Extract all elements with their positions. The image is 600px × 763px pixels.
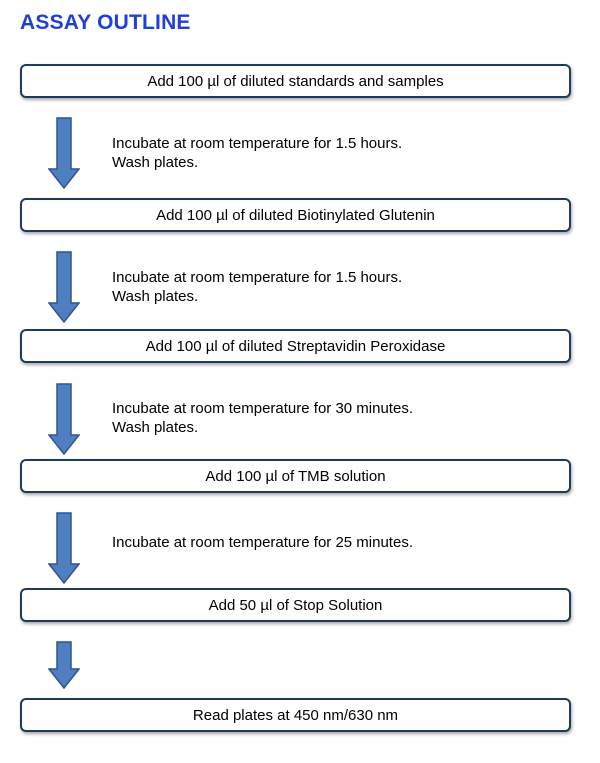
- instruction-3: [112, 399, 413, 437]
- instruction-line: Wash plates.: [112, 154, 199, 171]
- step-box-6: Read plates at 450 nm/630 nm: [20, 698, 571, 732]
- instruction-4: [112, 533, 413, 552]
- page-title: ASSAY OUTLINE: [20, 11, 191, 34]
- step-box-2: Add 100 µl of diluted Biotinylated Glutenin: [20, 198, 571, 232]
- instruction-line: Incubate at room temperature for 1.5 hours.: [112, 135, 403, 152]
- instruction-line: Incubate at room temperature for 25 minutes.: [112, 534, 413, 551]
- step-box-5: Add 50 µl of Stop Solution: [20, 588, 571, 622]
- down-arrow-icon: [48, 117, 80, 189]
- instruction-2: [112, 268, 402, 306]
- step-box-4: Add 100 µl of TMB solution: [20, 459, 571, 493]
- instruction-line: Incubate at room temperature for 1.5 hours.: [112, 269, 403, 286]
- instruction-line: Wash plates.: [112, 288, 199, 305]
- down-arrow-icon: [48, 383, 80, 455]
- down-arrow-icon: [48, 251, 80, 323]
- instruction-line: Incubate at room temperature for 30 minutes.: [112, 400, 413, 417]
- down-arrow-icon: [48, 512, 80, 584]
- instruction-line: Wash plates.: [112, 419, 199, 436]
- step-box-3: Add 100 µl of diluted Streptavidin Peroxidase: [20, 329, 571, 363]
- down-arrow-icon: [48, 641, 80, 689]
- step-box-1: Add 100 µl of diluted standards and samples: [20, 64, 571, 98]
- instruction-1: [112, 134, 402, 172]
